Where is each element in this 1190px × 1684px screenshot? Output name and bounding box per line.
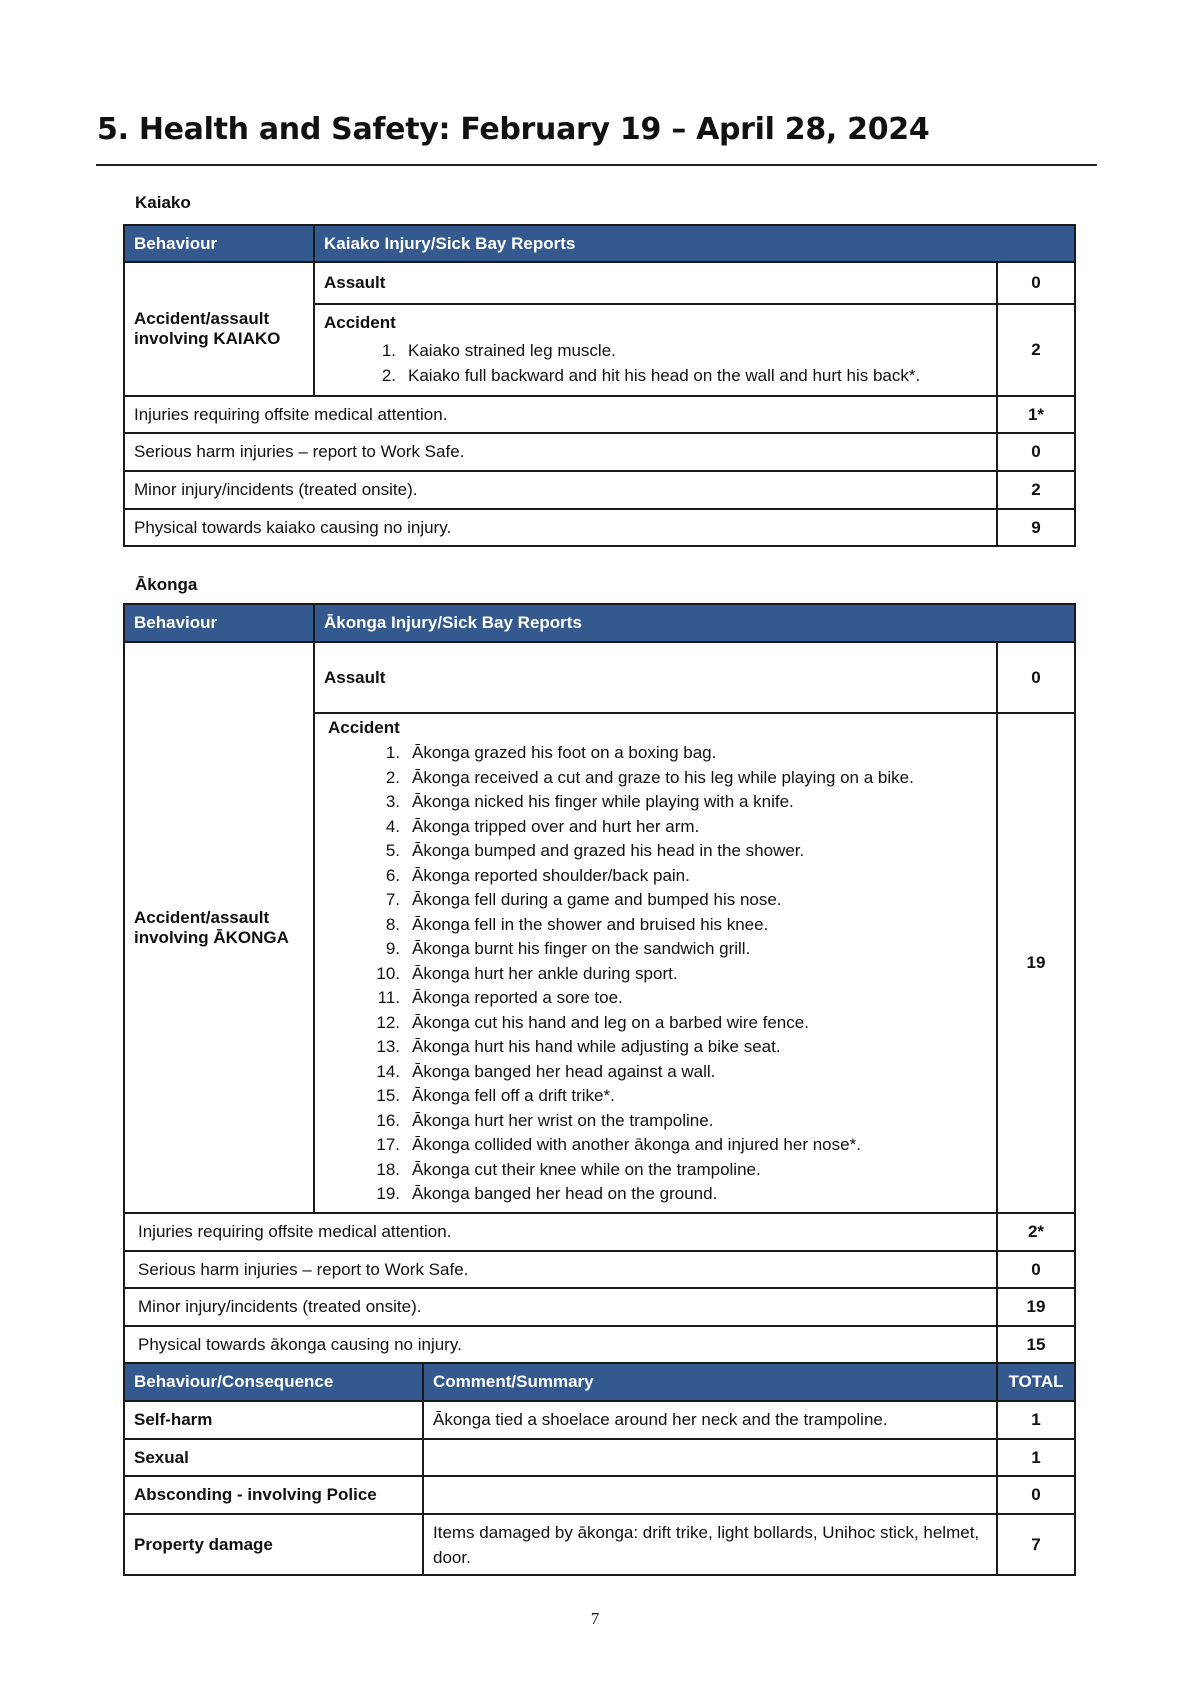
summary-value: 15 [997,1326,1075,1363]
list-item-number: 10. [376,963,400,983]
list-item-text: Ākonga grazed his foot on a boxing bag. [412,743,717,762]
consequence-header-total: TOTAL [997,1363,1075,1401]
akonga-assault-row [124,642,1075,713]
page-number: 7 [590,1609,600,1628]
kaiako-accident-value: 2 [997,304,1075,396]
list-item-text: Ākonga cut his hand and leg on a barbed wire fence. [412,1012,809,1032]
list-item [364,1011,987,1036]
consequence-behaviour: Sexual [124,1439,423,1476]
consequence-behaviour: Property damage [124,1514,423,1575]
list-item-number: 9. [385,939,400,958]
list-item-text: Kaiako strained leg muscle. [408,340,616,360]
list-item [364,815,987,840]
summary-label: Minor injury/incidents (treated onsite). [124,1288,997,1326]
list-item [360,363,987,388]
table-row [124,471,1075,509]
list-item-text: Ākonga cut their knee while on the trampoline. [412,1159,761,1179]
consequence-total: 1 [997,1401,1075,1439]
list-item-text: Ākonga burnt his finger on the sandwich grill. [412,939,751,958]
akonga-accident-list [328,741,987,1207]
akonga-section-label: Ākonga [135,575,198,594]
list-item-text: Ākonga reported a sore toe. [412,988,623,1007]
kaiako-header-reports: Kaiako Injury/Sick Bay Reports [314,225,1075,262]
list-item-text: Kaiako full backward and hit his head on the wall and hurt his back*. [408,365,921,385]
list-item-number: 2. [385,767,400,787]
kaiako-accident-label: Accident [324,312,396,332]
list-item-number: 15. [376,1086,400,1105]
summary-value: 19 [997,1288,1075,1326]
summary-value: 0 [997,1251,1075,1288]
kaiako-accident-cell [314,304,997,396]
consequence-behaviour: Self-harm [124,1401,423,1439]
list-item [364,1109,987,1134]
summary-label: Injuries requiring offsite medical attention. [124,1213,997,1251]
consequence-total: 1 [997,1439,1075,1476]
consequence-total: 7 [997,1514,1075,1575]
table-row [124,1439,1075,1476]
summary-label: Serious harm injuries – report to Work Safe. [124,433,997,471]
list-item-number: 7. [385,890,400,909]
list-item-number: 16. [376,1110,400,1130]
akonga-table-header [124,604,1075,642]
akonga-behaviour-label: Accident/assault involving ĀKONGA [124,642,314,1213]
kaiako-section-label: Kaiako [135,193,191,212]
akonga-table [123,603,1076,1576]
list-item-text: Ākonga fell off a drift trike*. [412,1086,615,1105]
list-item-number: 1. [385,743,400,762]
list-item-number: 2. [381,365,396,385]
list-item-number: 8. [385,914,400,934]
kaiako-table [123,224,1076,547]
list-item [364,913,987,938]
consequence-comment [423,1439,997,1476]
list-item [364,986,987,1011]
list-item [364,1182,987,1207]
list-item-text: Ākonga banged her head on the ground. [412,1184,718,1203]
list-item [364,1158,987,1183]
list-item-text: Ākonga nicked his finger while playing with a knife. [412,792,794,811]
consequence-header-behaviour: Behaviour/Consequence [124,1363,423,1401]
kaiako-table-header [124,225,1075,262]
page-title: 5. Health and Safety: February 19 – April 28, 2024 [97,112,930,147]
kaiako-assault-value: 0 [997,262,1075,304]
summary-value: 2 [997,471,1075,509]
list-item-number: 4. [385,816,400,836]
list-item [364,888,987,913]
table-row [124,1326,1075,1363]
summary-value: 9 [997,509,1075,546]
list-item-number: 14. [376,1061,400,1081]
table-row [124,1213,1075,1251]
list-item-number: 12. [376,1012,400,1032]
list-item [364,790,987,815]
list-item [364,1084,987,1109]
summary-label: Physical towards kaiako causing no injury. [124,509,997,546]
consequence-header-row [124,1363,1075,1401]
consequence-comment [423,1476,997,1514]
akonga-assault-label: Assault [314,642,997,713]
list-item-number: 6. [385,865,400,885]
table-row [124,1476,1075,1514]
list-item [364,864,987,889]
summary-value: 2* [997,1213,1075,1251]
table-row [124,396,1075,433]
list-item-text: Ākonga collided with another ākonga and injured her nose*. [412,1135,861,1154]
consequence-total: 0 [997,1476,1075,1514]
kaiako-assault-label: Assault [314,262,997,304]
summary-label: Serious harm injuries – report to Work Safe. [124,1251,997,1288]
list-item-text: Ākonga tripped over and hurt her arm. [412,816,700,836]
summary-label: Minor injury/incidents (treated onsite). [124,471,997,509]
table-row [124,1514,1075,1575]
list-item [364,839,987,864]
list-item [364,1133,987,1158]
akonga-header-reports: Ākonga Injury/Sick Bay Reports [314,604,1075,642]
kaiako-behaviour-label: Accident/assault involving KAIAKO [124,262,314,396]
summary-value: 0 [997,433,1075,471]
kaiako-assault-row [124,262,1075,304]
list-item-number: 13. [376,1037,400,1056]
list-item-text: Ākonga received a cut and graze to his leg while playing on a bike. [412,767,914,787]
table-row [124,1288,1075,1326]
summary-label: Physical towards ākonga causing no injury. [124,1326,997,1363]
consequence-header-comment: Comment/Summary [423,1363,997,1401]
table-row [124,433,1075,471]
list-item [360,338,987,363]
list-item-text: Ākonga banged her head against a wall. [412,1061,716,1081]
akonga-assault-value: 0 [997,642,1075,713]
kaiako-header-behaviour: Behaviour [124,225,314,262]
akonga-accident-value: 19 [997,713,1075,1213]
summary-label: Injuries requiring offsite medical attention. [124,396,997,433]
list-item [364,766,987,791]
list-item-text: Ākonga hurt her wrist on the trampoline. [412,1110,714,1130]
list-item-text: Ākonga hurt her ankle during sport. [412,963,678,983]
table-row [124,1401,1075,1439]
akonga-accident-cell [314,713,997,1213]
list-item-number: 5. [385,841,400,860]
akonga-header-behaviour: Behaviour [124,604,314,642]
akonga-accident-label: Accident [328,718,400,737]
list-item-number: 11. [377,988,400,1007]
kaiako-accident-list [324,338,987,388]
list-item [364,962,987,987]
list-item-text: Ākonga fell during a game and bumped his nose. [412,890,782,909]
list-item-number: 17. [376,1135,400,1154]
table-row [124,509,1075,546]
list-item-number: 19. [376,1184,400,1203]
list-item-number: 3. [385,792,400,811]
list-item-text: Ākonga reported shoulder/back pain. [412,865,690,885]
list-item [364,741,987,766]
consequence-comment: Items damaged by ākonga: drift trike, light bollards, Unihoc stick, helmet, door. [423,1514,997,1575]
consequence-comment: Ākonga tied a shoelace around her neck and the trampoline. [423,1401,997,1439]
summary-value: 1* [997,396,1075,433]
list-item-text: Ākonga fell in the shower and bruised his knee. [412,914,769,934]
list-item-text: Ākonga hurt his hand while adjusting a bike seat. [412,1037,781,1056]
list-item-number: 18. [376,1159,400,1179]
title-divider [96,164,1097,166]
list-item-text: Ākonga bumped and grazed his head in the shower. [412,841,805,860]
list-item [364,1060,987,1085]
list-item-number: 1. [381,340,396,360]
table-row [124,1251,1075,1288]
list-item [364,937,987,962]
consequence-behaviour: Absconding - involving Police [124,1476,423,1514]
list-item [364,1035,987,1060]
